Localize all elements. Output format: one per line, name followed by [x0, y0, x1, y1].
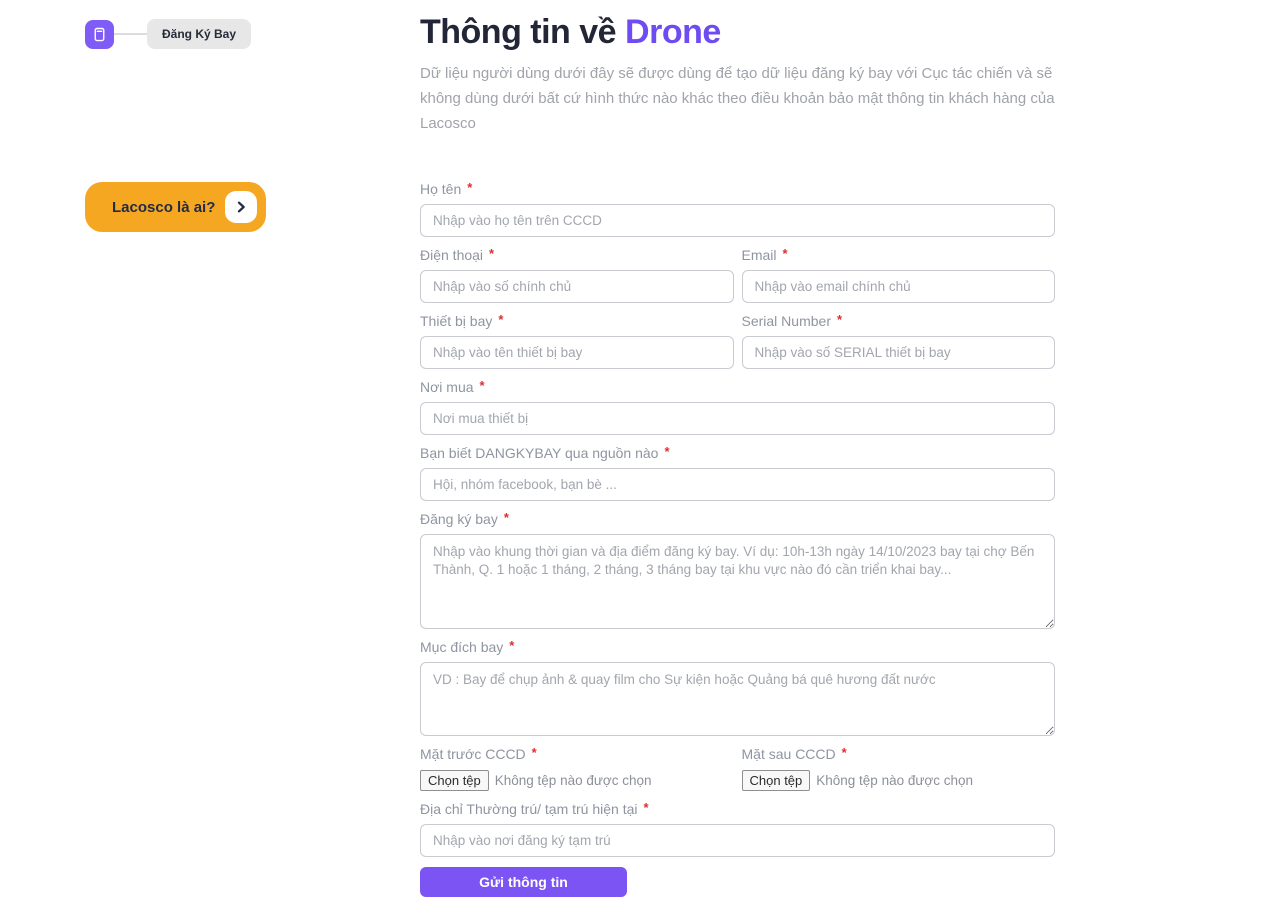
required-marker: * — [503, 510, 509, 525]
app-logo[interactable] — [85, 20, 114, 49]
page-title-prefix: Thông tin về — [420, 13, 617, 51]
field-label-nguon: Bạn biết DANGKYBAY qua nguồn nào * — [420, 444, 670, 461]
noi-mua-input[interactable] — [420, 402, 1055, 435]
row-phone-email — [420, 246, 1055, 312]
field-label-mat-truoc-cccd: Mặt trước CCCD * — [420, 745, 537, 762]
page-title-highlight: Drone — [625, 13, 721, 51]
mat-truoc-cccd-file-input — [420, 769, 734, 791]
left-rail — [85, 19, 251, 216]
email-input[interactable] — [742, 270, 1056, 303]
file-status-text: Không tệp nào được chọn — [494, 772, 652, 788]
mat-sau-cccd-file-input — [742, 769, 1056, 791]
required-marker: * — [643, 800, 649, 815]
required-marker: * — [498, 312, 504, 327]
field-label-noi-mua: Nơi mua * — [420, 378, 485, 395]
about-button-label: Lacosco là ai? — [112, 198, 216, 216]
required-marker: * — [664, 444, 670, 459]
tablet-icon — [91, 26, 108, 43]
row-cccd-uploads — [420, 745, 1055, 800]
required-marker: * — [467, 180, 473, 195]
serial-number-input[interactable] — [742, 336, 1056, 369]
field-label-thiet-bi-bay: Thiết bị bay * — [420, 312, 504, 329]
choose-file-button[interactable]: Chọn tệp — [742, 770, 811, 791]
field-label-email: Email * — [741, 246, 788, 263]
required-marker: * — [841, 745, 847, 760]
required-marker: * — [782, 246, 788, 261]
file-status-text: Không tệp nào được chọn — [816, 772, 974, 788]
page-title — [420, 10, 1055, 54]
field-label-dang-ky-bay: Đăng ký bay * — [420, 510, 509, 527]
submit-button[interactable]: Gửi thông tin — [420, 867, 627, 897]
required-marker: * — [531, 745, 537, 760]
required-marker: * — [479, 378, 485, 393]
field-label-muc-dich-bay: Mục đích bay * — [420, 638, 515, 655]
required-marker: * — [836, 312, 843, 327]
connector-line — [114, 33, 147, 35]
muc-dich-bay-textarea[interactable] — [420, 662, 1055, 736]
dia-chi-input[interactable] — [420, 824, 1055, 857]
required-marker: * — [489, 246, 495, 261]
field-label-mat-sau-cccd: Mặt sau CCCD * — [741, 745, 847, 762]
main-content — [420, 10, 1055, 897]
row-device-serial — [420, 312, 1055, 378]
step-badge: Đăng Ký Bay — [147, 19, 251, 49]
dang-ky-bay-textarea[interactable] — [420, 534, 1055, 629]
logo-row — [85, 19, 251, 49]
nguon-input[interactable] — [420, 468, 1055, 501]
field-label-serial-number: Serial Number * — [741, 312, 843, 329]
thiet-bi-bay-input[interactable] — [420, 336, 734, 369]
field-label-dien-thoai: Điện thoại * — [420, 246, 495, 263]
choose-file-button[interactable]: Chọn tệp — [420, 770, 489, 791]
chevron-right-icon — [225, 191, 257, 223]
field-label-ho-ten: Họ tên * — [420, 180, 473, 197]
page-description: Dữ liệu người dùng dưới đây sẽ được dùng để tạo dữ liệu đăng ký bay với Cục tác chiến và sẽ không dùng dưới bất cứ hình thức nào khác theo điều khoản bảo mật thông tin khách hàng của Lacosco — [420, 65, 1055, 132]
ho-ten-input[interactable] — [420, 204, 1055, 237]
dien-thoai-input[interactable] — [420, 270, 734, 303]
required-marker: * — [509, 638, 515, 653]
drone-info-form — [420, 180, 1055, 897]
field-label-dia-chi: Địa chỉ Thường trú/ tạm trú hiện tại * — [420, 800, 649, 817]
lacosco-about-button[interactable] — [85, 182, 266, 232]
